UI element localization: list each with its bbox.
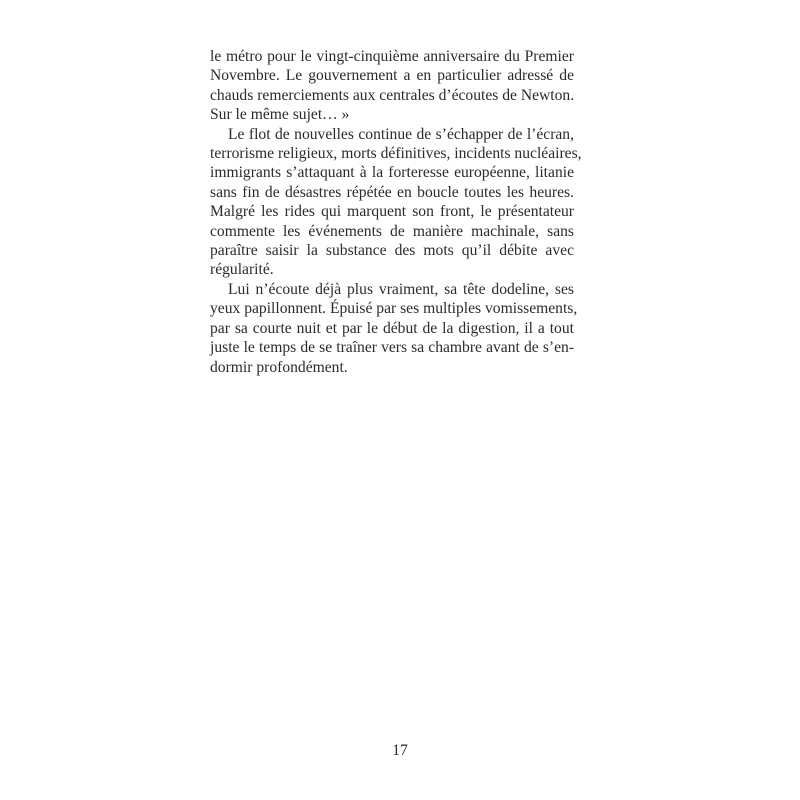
text-line: Novembre. Le gouvernement a en particulier adressé de [210,67,574,85]
paragraph-2 [210,125,582,280]
text-line: immigrants s’attaquant à la forteresse européenne, litanie [210,164,574,182]
page-number: 17 [392,742,408,759]
text-line: yeux papillonnent. Épuisé par ses multiples vomissements, [210,300,578,318]
paragraph-3 [210,280,578,377]
text-line: régularité. [210,261,274,279]
text-line: commente les événements de manière machinale, sans [210,222,574,240]
text-line: Malgré les rides qui marquent son front, le présentateur [210,203,574,221]
text-line: dormir profondément. [210,358,348,376]
text-line: le métro pour le vingt-cinquième anniversaire du Premier [210,48,574,65]
text-line: Le flot de nouvelles continue de s’échapper de l’écran, [228,125,574,143]
text-line: Sur le même sujet… » [210,106,350,124]
text-line: chauds remerciements aux centrales d’écoutes de Newton. [210,86,575,104]
body-text [210,47,582,377]
text-line: paraître saisir la substance des mots qu’il débite avec [210,242,574,260]
paragraph-1 [210,47,574,125]
text-line: sans fin de désastres répétée en boucle toutes les heures. [210,183,574,201]
text-line: terrorisme religieux, morts définitives, incidents nucléaires, [210,145,582,163]
text-line: juste le temps de se traîner vers sa chambre avant de s’en- [210,339,574,357]
text-line: Lui n’écoute déjà plus vraiment, sa tête dodeline, ses [228,280,574,298]
text-line: par sa courte nuit et par le début de la digestion, il a tout [210,319,574,337]
